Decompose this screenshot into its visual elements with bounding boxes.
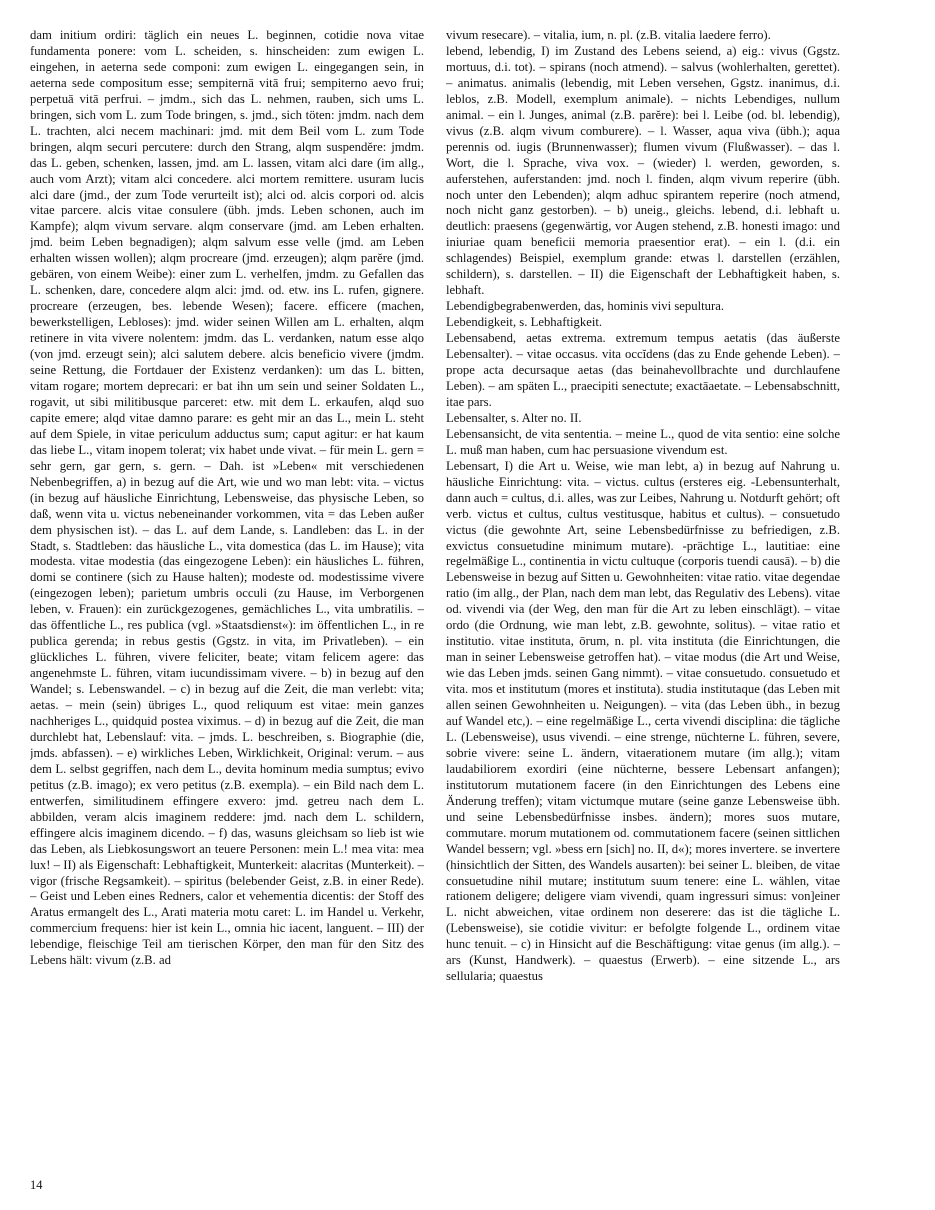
entry-lebensalter: Lebensalter, s. Alter no. II. <box>446 410 582 425</box>
entry-lebend: lebend, lebendig, I) im Zustand des Lebens seiend, a) eig.: vivus (Ggstz. mortuus, d.i. tot). – spirans (noch atmend). – salvus (wohlerhalten, gerettet). – animatus. animalis (lebendig, mit Leben versehen, Ggstz. inanimus, d.i. leblos, z.B. Modell, exemplum animale). – nichts Lebendiges, nullum animal. – ein l. Junges, animal (z.B. parĕre): bei l. Leibe (od. bl. lebendig), vivus (z.B. alqm vivum comburere). – l. Wasser, aqua viva (übh.); aqua perennis od. iugis (Brunnenwasser); flumen vivum (Flußwasser). – das l. Wort, die l. Sprache, viva vox. – (wieder) l. werden, geworden, s. auferstehen, auferstanden: jmd. noch l. finden, alqm vivum reperire (übh. noch unter den Lebenden); alqm adhuc spirantem reperire (noch atmend, noch nicht ganz gestorben). – b) uneig., gleichs. lebend, d.i. lebhaft u. deutlich: praesens (gegenwärtig, vor Augen stehend, z.B. honesti imago: und iniuriae quam beneficii memoria praesentior erat). – ein l. (d.i. ein schlagendes) Beispiel, exemplum grande: etwas l. darstellen (erzählen, schildern), s. darstellen. – II) die Eigenschaft der Lebhaftigkeit haben, s. lebhaft. <box>446 43 840 298</box>
entry-lebendigbegrabenwerden: Lebendigbegrabenwerden, das, hominis vivi sepultura. <box>446 299 724 314</box>
left-column-text: dam initium ordiri: täglich ein neues L. beginnen, cotidie nova vitae fundamenta ponere: vom L. scheiden, s. hinscheiden: zum ewigen L. eingehen, in aeterna sede componi: zum ewigen L. eingegangen sein, in aeterna sede compositum esse; sempiternā vitā frui; sempiterno aevo frui; perpetuā vitā perfrui. – jmdm., sich das L. nehmen, rauben, sich ums L. bringen, sich vom L. zum Tode bringen, s. jmd., sich töten: jmdm. nach dem L. trachten, alci necem machinari: jmd. mit dem Beil vom L. zum Tode bringen, alqm securi percutere: durch den Strang, alqm suspendĕre: jmdm. das L. geben, schenken, lassen, jmd. am L. lassen, vitam alci dare (im allg., auch vom Arzt); vitam alci concedere. alci mortem remittere. usuram lucis alci dare (jmd., der zum Tode verurteilt ist); alci od. alcis corpori od. alcis vitae parcere. alcis vitae consulere (übh. jmds. Leben schonen, auch im Kampfe); alqm vivum servare. alqm conservare (jmd. am Leben erhalten. jmd. beim Leben begnadigen); alqm salvum esse velle (jmd. am Leben erhalten wissen wollen); alqm procreare (jmd. erzeugen); alqm parĕre (jmd. gebären, von einem Weibe): einer zum L. verhelfen, jmdm. zu Gefallen das L. schenken, dare, concedere alqm alci: jmd. od. etw. ins L. rufen, gignere. procreare (erzeugen, bes. lebende Wesen); facere. efficere (machen, bewerkstelligen, Lebloses): jmd. wider seinen Willen am L. erhalten, alqm retinere in vita vivere nolentem: jmdm. das L. verdanken, natum esse alqo (von jmd. erzeugt sein); alci salutem debere. alcis beneficio vivere (jmdm. seine Rettung, die Fortdauer der Existenz verdanken): um das L. bitten, vitam rogare; mortem deprecari: er bat ihn um sein und seiner Soldaten L., rogavit, ut sibi militibusque parceret: etw. mit dem L. erkaufen, alqd suo capite emere; alqd vitae damno parare: es geht mir an das L., mein L. steht auf dem Spiele, in vitae periculum adductus sum; caput agitur: er hat kaum das liebe L., vitam inopem tolerat; vix habet unde vivat. – für mein L. gern = sehr gern, gar gern, s. gern. – Dah. ist »Leben« mit verschiedenen Nebenbegriffen, a) in bezug auf die Art, wie und wo man lebt: vita. – victus (in bezug auf häusliche Einrichtung, Lebensweise, das physische Leben, so daß, wenn vita u. victus nebeneinander vorkommen, vita = das Leben außer dem physischen ist). – das L. auf dem Lande, s. Landleben: das L. in der Stadt, s. Stadtleben: das häusliche L., vita domestica (das L. im Hause); vita modesta. vitae modestia (das eingezogene Leben): ein häusliches L. führen, domi se continere (sich zu Hause halten); modeste od. modestissime vivere (eingezogen leben); parietum umbris occuli (zu Hause, im Verborgenen leben, v. Frauen): ein zurückgezogenes, gemächliches L., vita umbratilis. – das öffentliche L., res publica (vgl. »Staatsdienst«): im öffentlichen L., in re publica gerenda; in rebus gestis (Ggstz. in vita, im Privatleben). – ein glückliches L. führen, vivere feliciter, beate; vitam felicem agere: das angenehmste L. führen, vitam iucundissimam vivere. – b) in bezug auf den Wandel; s. Lebenswandel. – c) in bezug auf die Zeit, die man verlebt: vita; aetas. – mein (sein) übriges L., quod reliquum est vitae: mein ganzes nachheriges L., quidquid postea viximus. – d) in bezug auf die Zeit, die man durchlebt hat, Lebenslauf: vita. – jmds. L. beschreiben, s. Biographie (die, jmds. abfassen). – e) wirkliches Leben, Wirklichkeit, Original: verum. – aus dem L. selbst gegriffen, nach dem L., devita hominum media sumptus; evivo petitus (z.B. imago); ex vero petitus (z.B. exempla). – ein Bild nach dem L. entwerfen, similitudinem effingere exvero: jmd. getreu nach dem L. abbilden, veram alcis imaginem reddere: jmd. nach dem L. schildern, effingere alcis imaginem dicendo. – f) das, wasuns gleichsam so lieb ist wie das Leben, als Liebkosungswort an teuere Personen: mein L.! mea vita: mea lux! – II) als Eigenschaft: Lebhaftigkeit, Munterkeit: alacritas (Munterkeit). – vigor (frische Regsamkeit). – spiritus (belebender Geist, z.B. in einer Rede). – Geist und Leben eines Redners, calor et vehementia dicentis: der Stoff des Aratus ermangelt des L., Arati materia motu caret: L. im Handel u. Verkehr, commercium frequens: hier ist kein L., omnia hic iacent, languent. – III) der lebendige, fleischige Teil am tierischen Körper, den man für den Sitz des Lebens hält: vivum (z.B. ad <box>30 28 424 968</box>
entry-lebensansicht: Lebensansicht, de vita sententia. – meine L., quod de vita sentio: eine solche L. muß man haben, cum hac persuasione vivendum est. <box>446 426 840 457</box>
entry-lebensart: Lebensart, I) die Art u. Weise, wie man lebt, a) in bezug auf Nahrung u. häusliche Einrichtung: vita. – victus. cultus (ersteres eig. -Lebensunterhalt, dann auch = cultus, d.i. alles, was zur Leibes, Nahrung u. Notdurft gehört; oft verb. victus et cultus, cultus vestitusque, habitus et cultus). – consuetudo victus (die gewohnte Art, seine Lebensbedürfnisse zu befriedigen, z.B. exvictus consuetudine minimum mutare). -prächtige L., lautitiae: eine regelmäßige L., continentia in victu cultuque (corporis tuendi causā). – b) die Lebensweise in bezug auf Sitten u. Gewohnheiten: vitae ratio. vitae degendae ratio (im allg., der Plan, nach dem man lebt, das Regulativ des Lebens). vitae od. vivendi via (der Weg, den man für die Art zu leben einschlägt). – vitae ordo (die Ordnung, wie man lebt, z.B. gewohnte, solitus). – vitae ratio et institutio. vitae instituta, ōrum, n. pl. vita instituta (die Einrichtungen, die man in seiner Lebensweise getroffen hat). – vitae modus (die Art und Weise, wie das Leben jmds. seinen Gang nimmt). – vitae consuetudo. consuetudo et vita. mos et institutum (mores et instituta). studia institutaque (das Leben mit allen seinen Gewohnheiten u. Neigungen). – vita (das Leben übh., in bezug auf Wandel etc,). – eine regelmäßige L., certa vivendi disciplina: die tägliche L. (Lebensweise), usus vivendi. – eine strenge, nüchterne L. führen, severe, sobrie vivere: seine L. ändern, vitaerationem mutare (im allg.); vitam laudabiliorem exordiri (eine nüchterne, bessere Lebensart anfangen); institutorum mutationem facere (in den Einrichtungen des Lebens eine Änderung treffen); vitam victumque mutare (seine ganze Lebensweise übh. und seine Lebensbedürfnisse insbes. ändern); mores suos mutare, commutare. morum mutationem od. commutationem facere (seinen sittlichen Wandel bessern; vgl. »bess ern [sich] no. II, d«); mores invertere. se invertere (hinsichtlich der Sitten, des Wandels ausarten): bei seiner L. bleiben, de vitae consuetudine nihil mutare; institutum suum tenere: eine L. wählen, vitae rationem deligere; deligere viam vivendi, quam ingressuri simus: von]einer L. nicht abweichen, vitae ordinem non deserere: das ist die tägliche L. (Lebensweise), sie cotidie vivitur: er befolgte folgende L., ordinem vitae hunc tenuit. – c) in Hinsicht auf die Beschäftigung: vitae genus (im allg.). – ars (Kunst, Handwerk). – quaestus (Erwerb). – eine sitzende L., ars sellularia; quaestus <box>446 458 840 984</box>
entry-continuation: vivum resecare). – vitalia, ium, n. pl. (z.B. vitalia laedere ferro). <box>446 28 771 42</box>
page-number: 14 <box>30 1178 43 1192</box>
entry-lebendigkeit: Lebendigkeit, s. Lebhaftigkeit. <box>446 315 603 330</box>
left-column <box>30 28 424 1180</box>
entry-lebensabend: Lebensabend, aetas extrema. extremum tempus aetatis (das äußerste Lebensalter). – vitae occasus. vita occĭdens (das zu Ende gehende Leben). – prope acta decursaque aetas (das beinahevollbrachte und durchlaufene Leben). – am späten L., praecipiti senectute; exactāaetate. – Lebensabschnitt, itae pars. <box>446 331 840 409</box>
right-column <box>446 28 840 1180</box>
